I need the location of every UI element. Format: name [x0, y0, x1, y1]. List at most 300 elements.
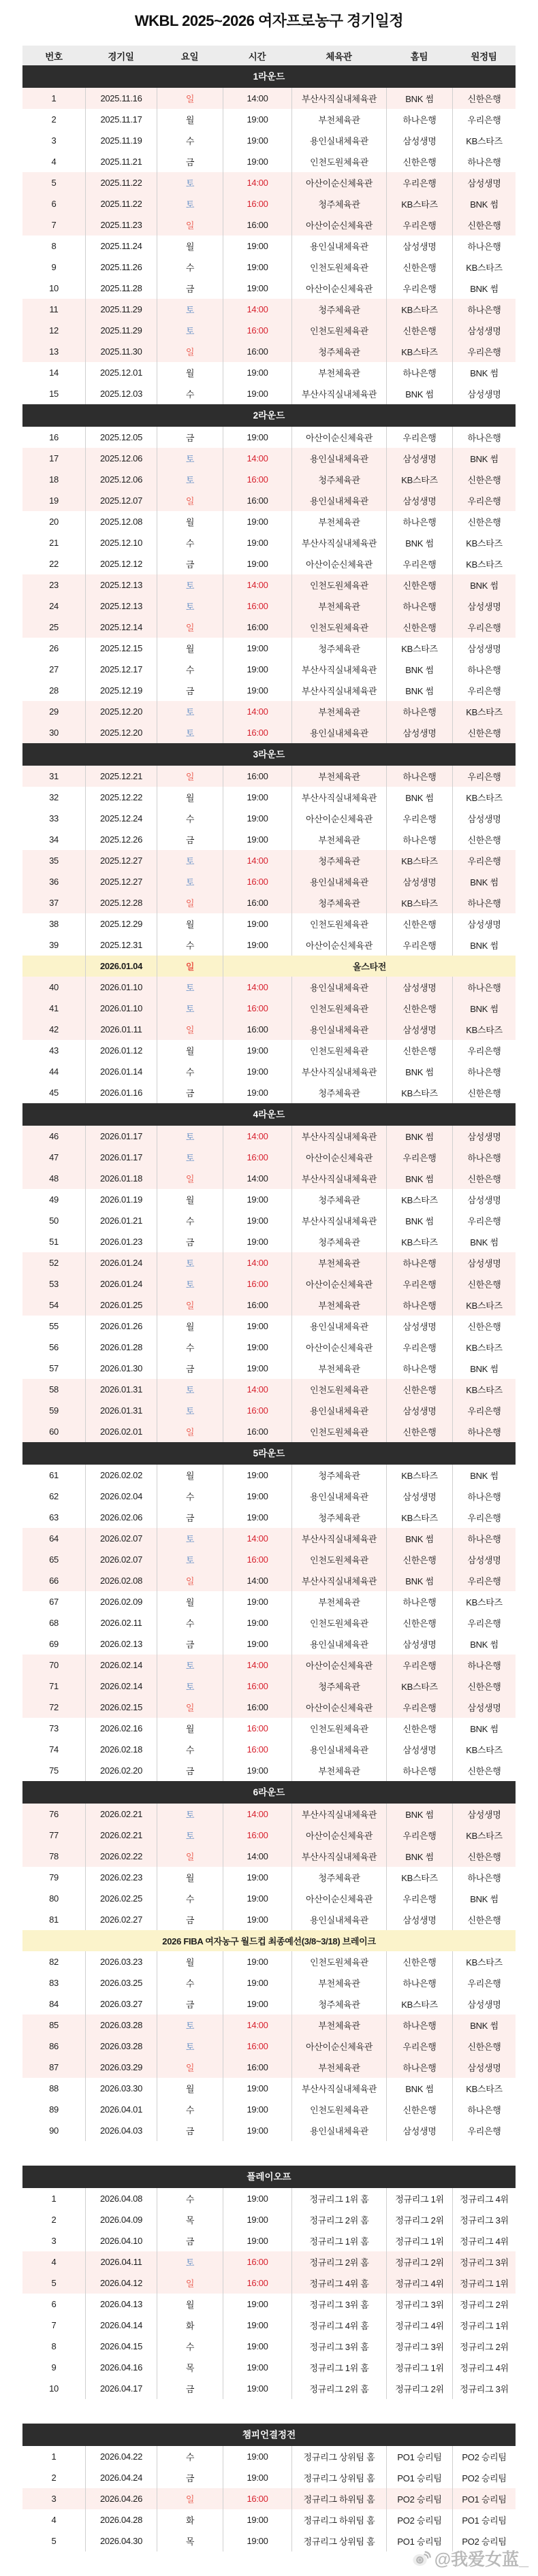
game-time: 19:00 [223, 913, 291, 934]
home-team: 우리은행 [386, 172, 452, 193]
game-venue: 정규리그 4위 홈 [291, 2272, 386, 2294]
game-row [22, 2099, 516, 2120]
game-time: 14:00 [223, 701, 291, 722]
game-time: 19:00 [223, 638, 291, 659]
game-date: 2026.02.20 [85, 1760, 157, 1781]
away-team: KB스타즈 [452, 1825, 516, 1846]
game-number: 25 [49, 622, 59, 632]
game-venue: 인천도원체육관 [291, 257, 386, 278]
game-row [22, 1168, 516, 1189]
game-day: 수 [157, 1739, 223, 1760]
home-team: 우리은행 [386, 934, 452, 956]
game-number: 59 [49, 1405, 59, 1416]
game-venue: 부천체육관 [291, 701, 386, 722]
game-venue: 아산이순신체육관 [291, 1337, 386, 1358]
game-number: 79 [49, 1872, 59, 1882]
game-row [22, 299, 516, 320]
game-venue: 아산이순신체육관 [291, 553, 386, 574]
game-day: 토 [157, 998, 223, 1019]
game-day: 금 [157, 427, 223, 448]
game-time: 19:00 [223, 278, 291, 299]
game-number: 11 [49, 304, 59, 314]
game-number: 35 [49, 855, 59, 866]
home-team: 신한은행 [386, 151, 452, 172]
game-time: 19:00 [223, 427, 291, 448]
game-venue: 부천체육관 [291, 829, 386, 850]
game-date: 2025.11.24 [85, 235, 157, 257]
schedule-tables [22, 46, 516, 2551]
game-time: 14:00 [223, 172, 291, 193]
game-row [22, 2530, 516, 2551]
game-date: 2025.12.28 [85, 892, 157, 913]
game-day: 토 [157, 871, 223, 892]
col-header-number: 번호 [45, 51, 63, 62]
game-date: 2026.02.27 [85, 1909, 157, 1930]
home-team: BNK 썸 [386, 659, 452, 680]
away-team: 신한은행 [452, 1676, 516, 1697]
game-venue: 아산이순신체육관 [291, 808, 386, 829]
game-row [22, 193, 516, 214]
game-date: 2025.12.08 [85, 511, 157, 532]
game-time: 14:00 [223, 1126, 291, 1147]
game-row [22, 257, 516, 278]
game-day: 금 [157, 829, 223, 850]
game-day: 일 [157, 2272, 223, 2294]
game-number: 12 [49, 325, 59, 336]
home-team: 하나은행 [386, 829, 452, 850]
away-team: 우리은행 [452, 490, 516, 511]
game-venue: 용인실내체육관 [291, 2120, 386, 2141]
game-number: 15 [49, 389, 59, 399]
game-row [22, 787, 516, 808]
game-number: 55 [49, 1321, 59, 1331]
game-number: 56 [49, 1342, 59, 1352]
home-team: 하나은행 [386, 766, 452, 787]
game-date: 2026.02.13 [85, 1633, 157, 1654]
game-venue: 부산사직실내체육관 [291, 1168, 386, 1189]
game-time: 19:00 [223, 511, 291, 532]
game-venue: 부산사직실내체육관 [291, 1846, 386, 1867]
game-row [22, 1676, 516, 1697]
home-team: 우리은행 [386, 1337, 452, 1358]
game-date: 2025.11.16 [85, 88, 157, 109]
away-team: KB스타즈 [452, 1591, 516, 1612]
game-time: 19:00 [223, 2378, 291, 2399]
game-date: 2026.02.23 [85, 1867, 157, 1888]
game-number: 76 [49, 1809, 59, 1819]
game-date: 2025.12.19 [85, 680, 157, 701]
away-team: 신한은행 [452, 1168, 516, 1189]
game-number: 9 [51, 2362, 57, 2373]
game-venue: 용인실내체육관 [291, 1739, 386, 1760]
game-time: 19:00 [223, 1231, 291, 1252]
game-day: 수 [157, 532, 223, 553]
game-row [22, 1294, 516, 1316]
game-day: 토 [157, 1252, 223, 1273]
game-date: 2026.03.23 [85, 1951, 157, 1972]
game-row [22, 1549, 516, 1570]
game-venue: 부천체육관 [291, 1358, 386, 1379]
home-team: BNK 썸 [386, 1061, 452, 1082]
away-team: 하나은행 [452, 427, 516, 448]
home-team: 삼성생명 [386, 1019, 452, 1040]
game-venue: 부산사직실내체육관 [291, 383, 386, 404]
game-number: 70 [49, 1660, 59, 1670]
game-venue: 청주체육관 [291, 1507, 386, 1528]
game-number: 27 [49, 664, 59, 674]
game-day: 수 [157, 2188, 223, 2209]
game-venue: 정규리그 1위 홈 [291, 2230, 386, 2251]
game-number: 5 [51, 2536, 57, 2546]
game-day: 토 [157, 1825, 223, 1846]
game-number: 39 [49, 940, 59, 950]
section-rows [22, 1465, 516, 1781]
home-team: PO1 승리팀 [386, 2467, 452, 2488]
home-team: KB스타즈 [386, 892, 452, 913]
game-time: 14:00 [223, 1570, 291, 1591]
game-row [22, 2036, 516, 2057]
away-team: 신한은행 [452, 2036, 516, 2057]
game-time: 16:00 [223, 1147, 291, 1168]
home-team: BNK 썸 [386, 1210, 452, 1231]
game-day: 월 [157, 362, 223, 383]
game-row [22, 2078, 516, 2099]
game-date: 2026.02.21 [85, 1825, 157, 1846]
game-venue: 부천체육관 [291, 109, 386, 130]
game-date: 2026.01.19 [85, 1189, 157, 1210]
game-date: 2026.04.14 [85, 2315, 157, 2336]
game-row [22, 1972, 516, 1993]
game-time: 19:00 [223, 1612, 291, 1633]
home-team: 신한은행 [386, 1040, 452, 1061]
game-row [22, 659, 516, 680]
away-team: 신한은행 [452, 511, 516, 532]
game-venue: 정규리그 2위 홈 [291, 2251, 386, 2272]
game-day: 토 [157, 2251, 223, 2272]
away-team: 하나은행 [452, 1486, 516, 1507]
section-rows [22, 2188, 516, 2399]
game-number [22, 956, 85, 977]
away-team: KB스타즈 [452, 787, 516, 808]
game-day: 목 [157, 2357, 223, 2378]
game-date: 2026.02.07 [85, 1528, 157, 1549]
game-date: 2025.11.22 [85, 172, 157, 193]
home-team: BNK 썸 [386, 1126, 452, 1147]
col-header-away: 원정팀 [471, 51, 497, 62]
away-team: 하나은행 [452, 977, 516, 998]
game-number: 9 [51, 262, 57, 272]
game-day: 토 [157, 172, 223, 193]
game-date: 2026.01.24 [85, 1252, 157, 1273]
home-team: 우리은행 [386, 1654, 452, 1676]
game-row [22, 998, 516, 1019]
game-row [22, 1739, 516, 1760]
game-venue: 용인실내체육관 [291, 1400, 386, 1421]
home-team: 삼성생명 [386, 2120, 452, 2141]
game-venue: 정규리그 상위팀 홈 [291, 2446, 386, 2467]
game-day: 목 [157, 2530, 223, 2551]
away-team: 하나은행 [452, 151, 516, 172]
game-venue: 정규리그 상위팀 홈 [291, 2530, 386, 2551]
game-venue: 아산이순신체육관 [291, 172, 386, 193]
game-time: 16:00 [223, 2036, 291, 2057]
game-venue: 청주체육관 [291, 1189, 386, 1210]
game-row [22, 490, 516, 511]
home-team: BNK 썸 [386, 383, 452, 404]
game-day: 월 [157, 1591, 223, 1612]
game-number: 69 [49, 1639, 59, 1649]
game-row [22, 1273, 516, 1294]
game-time: 19:00 [223, 1591, 291, 1612]
game-venue: 부천체육관 [291, 2015, 386, 2036]
away-team: 하나은행 [452, 1867, 516, 1888]
game-day: 토 [157, 2015, 223, 2036]
game-row [22, 2120, 516, 2141]
game-time: 14:00 [223, 88, 291, 109]
game-number: 38 [49, 919, 59, 929]
game-row [22, 553, 516, 574]
game-time: 19:00 [223, 130, 291, 151]
home-team: 신한은행 [386, 257, 452, 278]
home-team: BNK 썸 [386, 1846, 452, 1867]
game-day: 금 [157, 1507, 223, 1528]
away-team: KB스타즈 [452, 701, 516, 722]
home-team: 신한은행 [386, 1612, 452, 1633]
game-time: 16:00 [223, 1718, 291, 1739]
game-number: 90 [49, 2125, 59, 2136]
game-time: 19:00 [223, 2230, 291, 2251]
game-date: 2025.12.17 [85, 659, 157, 680]
home-team: 우리은행 [386, 278, 452, 299]
schedule-section [22, 1781, 516, 2141]
game-venue: 정규리그 3위 홈 [291, 2336, 386, 2357]
game-venue: 용인실내체육관 [291, 1909, 386, 1930]
game-venue: 부천체육관 [291, 511, 386, 532]
game-venue: 아산이순신체육관 [291, 427, 386, 448]
game-row [22, 596, 516, 617]
game-number: 52 [49, 1258, 59, 1268]
game-day: 토 [157, 320, 223, 341]
game-date: 2026.01.30 [85, 1358, 157, 1379]
game-time: 19:00 [223, 2446, 291, 2467]
game-day: 월 [157, 1040, 223, 1061]
game-venue: 아산이순신체육관 [291, 1697, 386, 1718]
game-date: 2025.11.29 [85, 320, 157, 341]
game-time: 16:00 [223, 1294, 291, 1316]
home-team: KB스타즈 [386, 1465, 452, 1486]
away-team: KB스타즈 [452, 532, 516, 553]
game-venue: 정규리그 2위 홈 [291, 2378, 386, 2399]
game-day: 토 [157, 850, 223, 871]
home-team: 우리은행 [386, 214, 452, 235]
game-day: 수 [157, 1337, 223, 1358]
home-team: 우리은행 [386, 2036, 452, 2057]
game-time: 19:00 [223, 1358, 291, 1379]
game-row [22, 1337, 516, 1358]
game-time: 19:00 [223, 1507, 291, 1528]
game-day: 일 [157, 1570, 223, 1591]
game-day: 월 [157, 511, 223, 532]
game-row [22, 1697, 516, 1718]
game-day: 일 [157, 1421, 223, 1442]
game-number: 4 [51, 2257, 57, 2267]
away-team: 하나은행 [452, 1654, 516, 1676]
game-time: 14:00 [223, 1528, 291, 1549]
game-number: 60 [49, 1426, 59, 1437]
game-venue: 아산이순신체육관 [291, 1273, 386, 1294]
game-day: 수 [157, 2336, 223, 2357]
away-team: 신한은행 [452, 1273, 516, 1294]
game-venue: 정규리그 2위 홈 [291, 2209, 386, 2230]
home-team: 정규리그 3위 [386, 2294, 452, 2315]
game-time: 16:00 [223, 490, 291, 511]
watermark-text: @我爱女蓝_ [434, 2550, 528, 2569]
game-day: 금 [157, 680, 223, 701]
home-team: KB스타즈 [386, 1867, 452, 1888]
home-team: 신한은행 [386, 2099, 452, 2120]
game-day: 토 [157, 2036, 223, 2057]
game-time: 19:00 [223, 1760, 291, 1781]
game-day: 화 [157, 2315, 223, 2336]
section-rows [22, 766, 516, 1103]
away-team: 우리은행 [452, 109, 516, 130]
home-team: PO1 승리팀 [386, 2446, 452, 2467]
game-date: 2025.12.06 [85, 469, 157, 490]
schedule-section [22, 2166, 516, 2399]
game-row [22, 1951, 516, 1972]
game-time: 16:00 [223, 1421, 291, 1442]
home-team: 삼성생명 [386, 1909, 452, 1930]
home-team: 신한은행 [386, 1951, 452, 1972]
game-date: 2025.11.26 [85, 257, 157, 278]
game-number: 63 [49, 1512, 59, 1522]
game-date: 2026.01.28 [85, 1337, 157, 1358]
game-row [22, 109, 516, 130]
away-team: PO2 승리팀 [452, 2530, 516, 2551]
home-team: 삼성생명 [386, 1400, 452, 1421]
home-team: KB스타즈 [386, 1507, 452, 1528]
game-number: 2 [51, 2473, 57, 2483]
game-row [22, 1465, 516, 1486]
game-row [22, 383, 516, 404]
game-number: 30 [49, 728, 59, 738]
game-date: 2026.01.18 [85, 1168, 157, 1189]
home-team: BNK 썸 [386, 532, 452, 553]
home-team: 하나은행 [386, 2015, 452, 2036]
game-venue: 인천도원체육관 [291, 1549, 386, 1570]
game-day: 월 [157, 1316, 223, 1337]
home-team: 하나은행 [386, 362, 452, 383]
home-team: BNK 썸 [386, 787, 452, 808]
game-time: 16:00 [223, 722, 291, 743]
allstar-row [22, 956, 516, 977]
game-venue: 정규리그 하위팀 홈 [291, 2509, 386, 2530]
game-venue: 부천체육관 [291, 1252, 386, 1273]
away-team: KB스타즈 [452, 1294, 516, 1316]
game-date: 2026.03.30 [85, 2078, 157, 2099]
game-venue: 용인실내체육관 [291, 235, 386, 257]
game-date: 2026.02.01 [85, 1421, 157, 1442]
away-team: KB스타즈 [452, 130, 516, 151]
game-date: 2025.12.31 [85, 934, 157, 956]
game-venue: 인천도원체육관 [291, 1951, 386, 1972]
home-team: KB스타즈 [386, 299, 452, 320]
game-venue: 청주체육관 [291, 1465, 386, 1486]
away-team: BNK 썸 [452, 1358, 516, 1379]
game-row [22, 1909, 516, 1930]
game-venue: 청주체육관 [291, 299, 386, 320]
game-number: 23 [49, 580, 59, 590]
game-day: 월 [157, 787, 223, 808]
game-number: 54 [49, 1300, 59, 1310]
game-venue: 청주체육관 [291, 1082, 386, 1103]
home-team: 삼성생명 [386, 871, 452, 892]
game-day: 수 [157, 808, 223, 829]
away-team: 삼성생명 [452, 913, 516, 934]
game-number: 87 [49, 2062, 59, 2072]
game-time: 14:00 [223, 2015, 291, 2036]
game-venue: 부천체육관 [291, 1972, 386, 1993]
game-row [22, 913, 516, 934]
game-venue: 인천도원체육관 [291, 1040, 386, 1061]
home-team: 우리은행 [386, 1825, 452, 1846]
game-day: 토 [157, 977, 223, 998]
away-team: BNK 썸 [452, 934, 516, 956]
game-row [22, 701, 516, 722]
game-day: 금 [157, 1231, 223, 1252]
away-team: 하나은행 [452, 299, 516, 320]
game-venue: 정규리그 상위팀 홈 [291, 2467, 386, 2488]
game-date: 2026.04.28 [85, 2509, 157, 2530]
game-row [22, 2209, 516, 2230]
game-number: 72 [49, 1702, 59, 1712]
home-team: 삼성생명 [386, 1486, 452, 1507]
game-row [22, 638, 516, 659]
away-team: 정규리그 2위 [452, 2336, 516, 2357]
game-time: 16:00 [223, 2057, 291, 2078]
home-team: 하나은행 [386, 1358, 452, 1379]
game-date: 2026.02.06 [85, 1507, 157, 1528]
game-time: 19:00 [223, 1337, 291, 1358]
game-time: 19:00 [223, 362, 291, 383]
game-row [22, 2272, 516, 2294]
away-team: 신한은행 [452, 829, 516, 850]
game-row [22, 1126, 516, 1147]
game-day: 수 [157, 659, 223, 680]
game-date: 2026.01.12 [85, 1040, 157, 1061]
game-date: 2025.12.12 [85, 553, 157, 574]
game-venue: 용인실내체육관 [291, 1316, 386, 1337]
game-day: 금 [157, 1760, 223, 1781]
game-day: 토 [157, 1400, 223, 1421]
schedule-section [22, 65, 516, 404]
game-venue: 청주체육관 [291, 850, 386, 871]
game-date: 2026.04.30 [85, 2530, 157, 2551]
game-venue: 용인실내체육관 [291, 722, 386, 743]
game-row [22, 1633, 516, 1654]
away-team: 하나은행 [452, 659, 516, 680]
game-day: 월 [157, 638, 223, 659]
game-time: 19:00 [223, 2209, 291, 2230]
game-venue: 인천도원체육관 [291, 2099, 386, 2120]
game-date: 2026.03.28 [85, 2015, 157, 2036]
game-date: 2025.11.22 [85, 193, 157, 214]
game-number: 6 [51, 2299, 57, 2309]
game-time: 19:00 [223, 2467, 291, 2488]
game-date: 2025.11.17 [85, 109, 157, 130]
home-team: KB스타즈 [386, 1676, 452, 1697]
game-number: 41 [49, 1003, 59, 1013]
